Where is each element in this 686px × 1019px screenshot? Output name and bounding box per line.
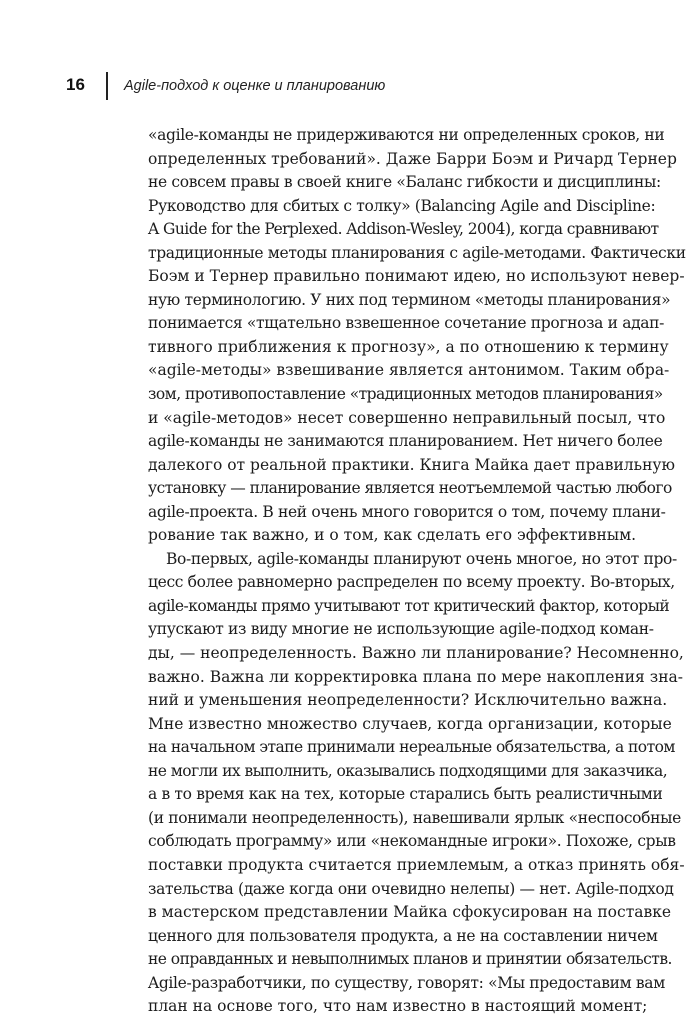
text-line: Во-первых, agile-команды планируют очень многое, но этот про- [166, 549, 677, 568]
page-header [0, 72, 686, 102]
text-line: на начальном этапе принимали нереальные обязательства, а потом [148, 738, 675, 757]
page-number: 16 [66, 75, 85, 94]
text-line: Боэм и Тернер правильно понимают идею, но используют невер- [148, 267, 685, 286]
text-line: A Guide for the Perplexed. Addison-Wesley, 2004), когда сравнивают [148, 220, 659, 239]
text-line: Руководство для сбитых с толку» (Balancing Agile and Discipline: [148, 196, 656, 215]
text-line: ную терминологию. У них под термином «методы планирования» [148, 290, 671, 309]
running-title: Agile-подход к оценке и планированию [124, 78, 386, 94]
text-line: план на основе того, что нам известно в настоящий момент; [148, 997, 648, 1016]
text-line: рование так важно, и о том, как сделать его эффективным. [148, 526, 637, 545]
text-line: далекого от реальной практики. Книга Майка дает правильную [148, 455, 676, 474]
text-line: тивного приближения к прогнозу», а по отношению к термину [148, 337, 669, 356]
text-line: и «agile-методов» несет совершенно неправильный посыл, что [148, 408, 666, 427]
header-divider [106, 72, 108, 100]
text-line: не могли их выполнить, оказывались подходящими для заказчика, [148, 761, 668, 780]
text-line: в мастерском представлении Майка сфокусирован на поставке [148, 903, 672, 922]
text-line: понимается «тщательно взвешенное сочетание прогноза и адап- [148, 314, 665, 333]
text-line: не совсем правы в своей книге «Баланс гибкости и дисциплины: [148, 173, 661, 192]
text-line: «agile-команды не придерживаются ни определенных сроков, ни [148, 126, 665, 144]
text-line: зом, противопоставление «традиционных методов планирования» [148, 385, 663, 404]
text-line: ний и уменьшения неопределенности? Исключительно важна. [148, 691, 668, 710]
text-line: важно. Важна ли корректировка плана по мере накопления зна- [148, 667, 684, 686]
text-line: agile-проекта. В ней очень много говорится о том, почему плани- [148, 502, 666, 521]
text-line: соблюдать программу» или «некомандные игроки». Похоже, срыв [148, 832, 676, 851]
text-line: традиционные методы планирования с agile-методами. Фактически [148, 243, 686, 262]
text-line: упускают из виду многие не использующие agile-подход коман- [148, 620, 654, 639]
body-text [148, 124, 686, 1019]
text-line: Agile-разработчики, по существу, говорят: «Мы предоставим вам [148, 973, 665, 992]
text-line: установку — планирование является неотъемлемой частью любого [148, 479, 672, 498]
text-line: agile-команды прямо учитывают тот критический фактор, который [148, 596, 670, 615]
text-line: определенных требований». Даже Барри Боэм и Ричард Тернер [148, 149, 677, 168]
text-line: Мне известно множество случаев, когда организации, которые [148, 714, 672, 733]
text-line: цесс более равномерно распределен по всему проекту. Во-вторых, [148, 573, 675, 592]
text-line: а в то время как на тех, которые старались быть реалистичными [148, 785, 663, 804]
text-line: поставки продукта считается приемлемым, а отказ принять обя- [148, 855, 685, 874]
paragraph-1 [148, 124, 686, 548]
text-line: (и понимали неопределенность), навешивали ярлык «неспособные [148, 808, 681, 827]
paragraph-2 [148, 548, 685, 1019]
text-line: не оправданных и невыполнимых планов и принятии обязательств. [148, 950, 672, 969]
text-line: ценного для пользователя продукта, а не на составлении ничем [148, 926, 658, 945]
text-line: «agile-методы» взвешивание является антонимом. Таким обра- [148, 361, 670, 380]
text-line: ды, — неопределенность. Важно ли планирование? Несомненно, [148, 644, 684, 663]
text-line: зательства (даже когда они очевидно нелепы) — нет. Agile-подход [148, 879, 674, 898]
text-line: agile-команды не занимаются планированием. Нет ничего более [148, 432, 663, 451]
